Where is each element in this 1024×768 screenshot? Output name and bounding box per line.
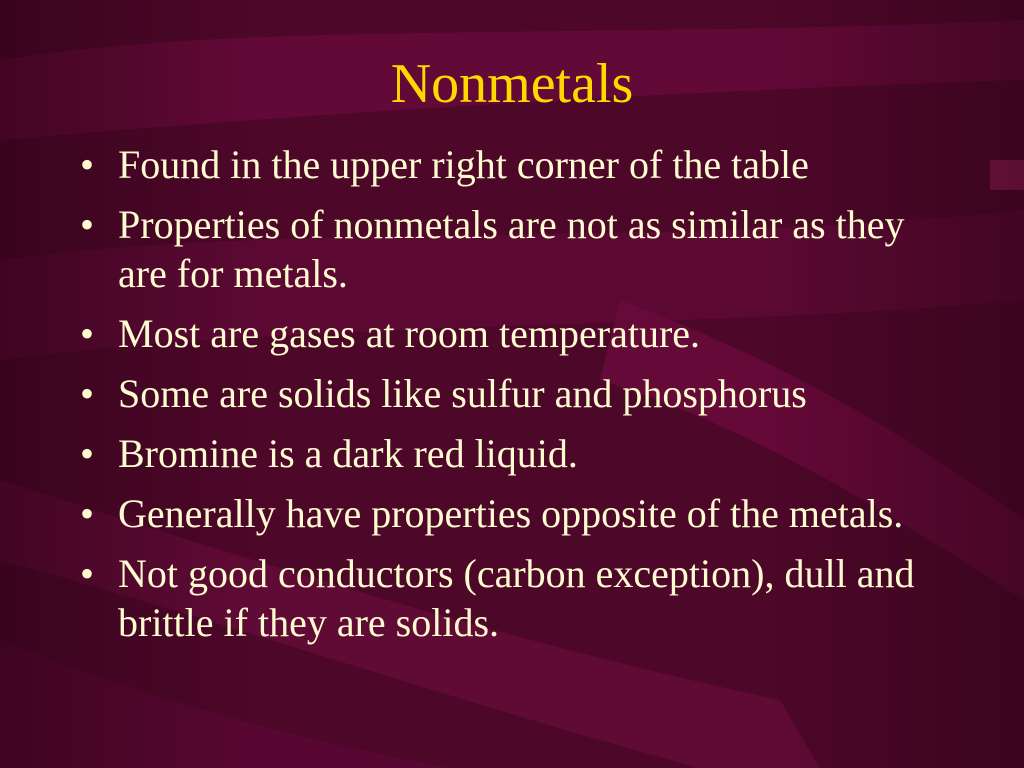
bullet-icon: • <box>80 311 95 356</box>
bullet-icon: • <box>80 202 95 247</box>
bullet-icon: • <box>80 431 95 476</box>
bullet-text: Bromine is a dark red liquid. <box>118 431 578 476</box>
list-item <box>80 429 960 478</box>
list-item <box>80 489 960 538</box>
bullet-icon: • <box>80 551 95 596</box>
bullet-text: Found in the upper right corner of the table <box>118 142 809 187</box>
list-item <box>80 200 960 298</box>
bullet-text: Some are solids like sulfur and phosphorus <box>118 371 807 416</box>
list-item <box>80 140 960 189</box>
bullet-icon: • <box>80 142 95 187</box>
list-item <box>80 309 960 358</box>
bullet-text: Generally have properties opposite of the metals. <box>118 491 904 536</box>
bullet-text: Not good conductors (carbon exception), dull and brittle if they are solids. <box>118 551 915 645</box>
bullet-text: Properties of nonmetals are not as similar as they are for metals. <box>118 202 905 296</box>
list-item <box>80 369 960 418</box>
bullet-list <box>80 140 960 658</box>
bullet-text: Most are gases at room temperature. <box>118 311 701 356</box>
list-item <box>80 549 960 647</box>
slide-title: Nonmetals <box>390 53 634 115</box>
bullet-icon: • <box>80 491 95 536</box>
bullet-icon: • <box>80 371 95 416</box>
